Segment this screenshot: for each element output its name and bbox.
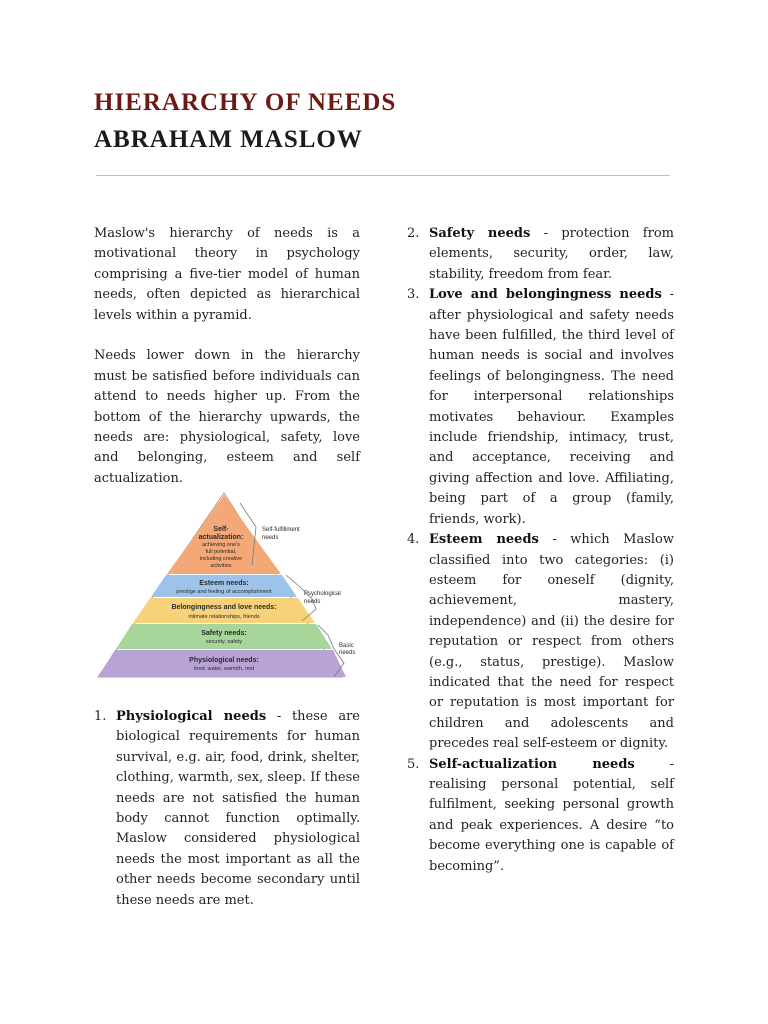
list-item-term: Physiological needs (116, 709, 267, 724)
list-item-text: - these are biological requirements for human survival, e.g. air, food, drink, shelter, clothing, warmth, sex, sleep. If these needs are not satisfied the human body cannot function optimally. Maslow considered physiological needs the most important as all the other needs become secondary until these needs are met. (116, 709, 360, 908)
list-item-term: Self-actualization needs (429, 756, 635, 772)
list-item-number: 2. (407, 226, 420, 241)
tier1-title-a: Self- (213, 526, 229, 533)
tier3-title: Belongingness and love needs: (171, 604, 277, 611)
bracket-self-fulfillment-1: Self-fulfillment (262, 527, 300, 533)
bracket-basic-2: needs (339, 650, 356, 656)
header-divider (96, 175, 670, 176)
list-item (407, 285, 674, 530)
tier5-desc: food, water, warmth, rest (193, 666, 255, 672)
bracket-psychological-1: Psychological (304, 591, 341, 597)
tier2-desc: prestige and feeling of accomplishment (176, 589, 272, 595)
tier1-desc-2: full potential, (205, 549, 237, 555)
tier5-title: Physiological needs: (189, 657, 259, 664)
maslow-pyramid-figure (94, 491, 356, 685)
document-title: HIERARCHY OF NEEDS (94, 89, 397, 116)
list-item-number: 5. (407, 756, 420, 772)
document-subtitle-author: ABRAHAM MASLOW (94, 126, 363, 153)
list-item (94, 707, 360, 911)
intro-paragraph-1: Maslow's hierarchy of needs is a motivational theory in psychology comprising a five-tier model of human needs, often depicted as hierarchical levels within a pyramid. (94, 226, 360, 323)
list-item-number: 3. (407, 287, 420, 303)
tier2-title: Esteem needs: (199, 580, 249, 587)
list-item (407, 224, 674, 285)
tier3-desc: intimate relationships, friends (188, 614, 260, 620)
list-item-text: - realising personal potential, self fulfilment, seeking personal growth and peak experiences. A desire “to become everything one is capable of becoming”. (429, 756, 674, 874)
needs-list-left (94, 707, 360, 911)
tier1-desc-4: activities (210, 563, 232, 569)
needs-list-right (407, 224, 674, 877)
list-item-number: 1. (94, 709, 107, 724)
list-item-number: 4. (407, 532, 420, 548)
tier4-desc: security, safety (205, 639, 243, 645)
list-item-term: Love and belongingness needs (429, 287, 662, 303)
intro-paragraph-2: Needs lower down in the hierarchy must be satisfied before individuals can attend to needs higher up. From the bottom of the hierarchy upwards, the needs are: physiological, safety, love and belonging, esteem and self actualization. (94, 348, 360, 486)
tier4-title: Safety needs: (201, 630, 247, 637)
bracket-psychological-2: needs (304, 599, 321, 605)
list-item (407, 755, 674, 877)
tier1-title-b: actualization: (198, 534, 244, 541)
list-item-term: Safety needs (429, 226, 531, 241)
tier1-desc-1: achieving one's (202, 542, 240, 548)
list-item-text: - which Maslow classified into two categories: (i) esteem for oneself (dignity, achievement, mastery, independence) and (ii) the desire for reputation or respect from others (e.g., status, prestige). Maslow indicated that the need for respect or reputation is most important for children and adolescents and precedes real self-esteem or dignity. (429, 532, 674, 752)
bracket-self-fulfillment-2: needs (262, 535, 279, 541)
list-item-text: - after physiological and safety needs have been fulfilled, the third level of human needs is social and involves feelings of belongingness. The need for interpersonal relationships motivates behaviour. Examples include friendship, intimacy, trust, and acceptance, receiving and giving affection and love. Affiliating, being part of a group (family, friends, work). (429, 287, 675, 527)
bracket-basic-1: Basic (339, 643, 354, 649)
list-item (407, 530, 674, 754)
list-item-term: Esteem needs (429, 532, 539, 548)
tier1-desc-3: including creative (199, 556, 243, 562)
intro-column (94, 224, 360, 489)
list-item-text: - protection from elements, security, order, law, stability, freedom from fear. (429, 226, 674, 282)
